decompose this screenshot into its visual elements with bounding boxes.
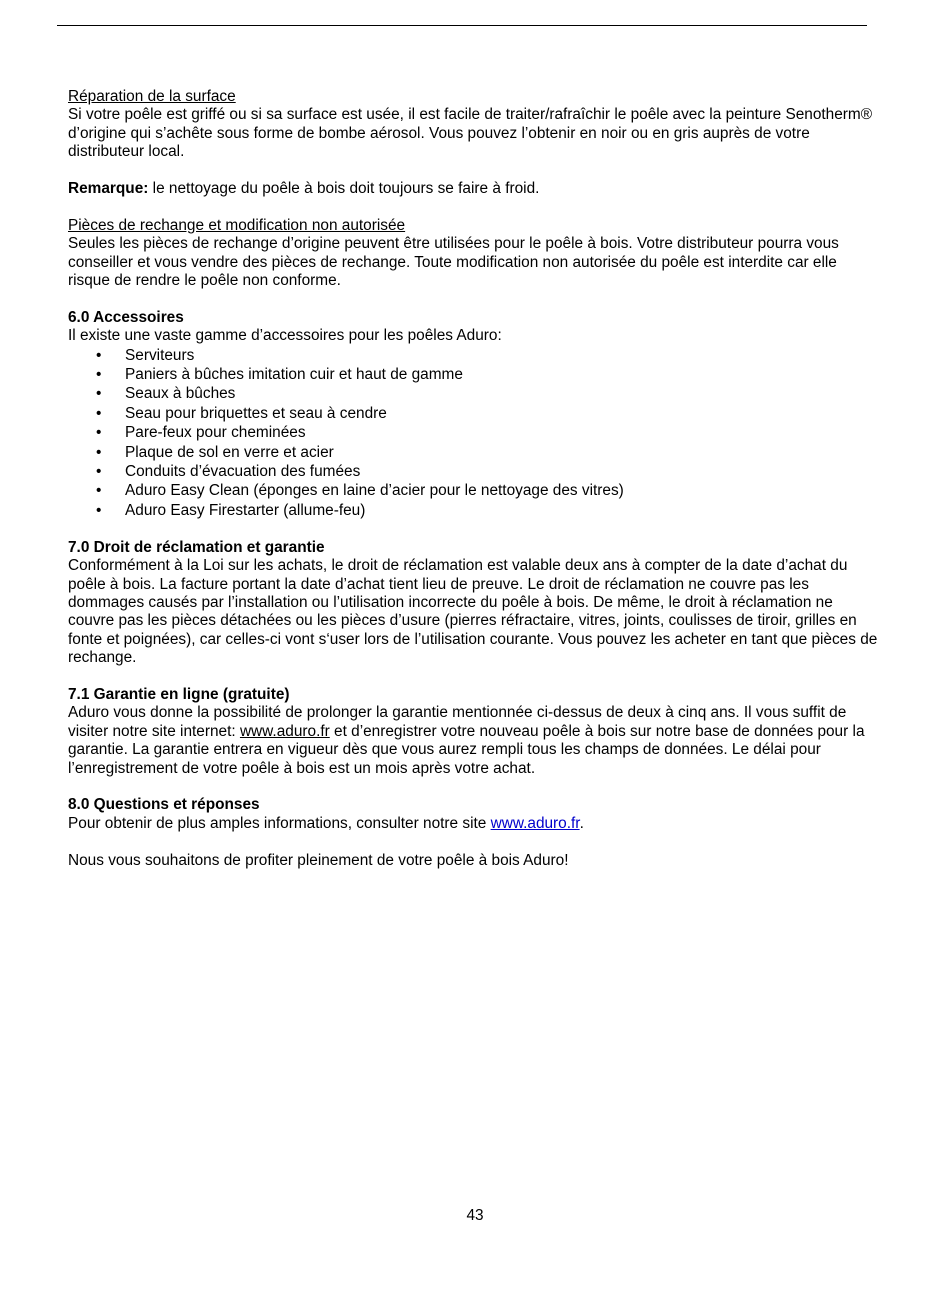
bullet-icon: • bbox=[96, 346, 102, 364]
online-warranty-heading: 7.1 Garantie en ligne (gratuite) bbox=[68, 685, 290, 703]
questions-text: Pour obtenir de plus amples informations, consulter notre site www.aduro.fr. bbox=[68, 814, 584, 832]
warranty-text: Conformément à la Loi sur les achats, le droit de réclamation est valable deux ans à compter de la date d’achat du poêle à bois. La facture portant la date d’achat tient lieu de preuve. Le droit de réclamation ne couvre pas les dommages causés par l’installation ou l’utilisation incorrecte du poêle à bois. De même, le droit à réclamation ne couvre pas les pièces détachées ou les pièces d’usure (pierres réfractaire, vitres, joints, coulisses de tiroir, grilles en fonte et poignées), car celles-ci vont s‘user lors de l’utilisation courante. Vous pouvez les acheter en tant que pièces de rechange. bbox=[68, 557, 878, 667]
page-number: 43 bbox=[466, 1207, 484, 1224]
header-rule bbox=[57, 25, 867, 26]
remark-text: le nettoyage du poêle à bois doit toujours se faire à froid. bbox=[148, 180, 540, 198]
closing-text: Nous vous souhaitons de profiter pleinement de votre poêle à bois Aduro! bbox=[68, 851, 569, 869]
bullet-icon: • bbox=[96, 463, 102, 481]
page-body bbox=[68, 88, 883, 870]
list-item: • Serviteurs bbox=[96, 346, 195, 364]
list-item: • Seau pour briquettes et seau à cendre bbox=[96, 404, 387, 422]
bullet-icon: • bbox=[96, 385, 102, 403]
bullet-icon: • bbox=[96, 404, 102, 422]
list-item: • Aduro Easy Clean (éponges en laine d’acier pour le nettoyage des vitres) bbox=[96, 482, 624, 500]
bullet-icon: • bbox=[96, 424, 102, 442]
accessories-heading: 6.0 Accessoires bbox=[68, 308, 184, 326]
accessories-list bbox=[68, 346, 883, 521]
website-link[interactable]: www.aduro.fr bbox=[490, 814, 580, 832]
accessories-intro: Il existe une vaste gamme d’accessoires pour les poêles Aduro: bbox=[68, 327, 502, 345]
bullet-icon: • bbox=[96, 482, 102, 500]
list-item: • Conduits d’évacuation des fumées bbox=[96, 463, 361, 481]
list-item: • Seaux à bûches bbox=[96, 385, 236, 403]
questions-heading: 8.0 Questions et réponses bbox=[68, 796, 260, 814]
bullet-icon: • bbox=[96, 501, 102, 519]
surface-heading: Réparation de la surface bbox=[68, 88, 236, 105]
spare-parts-text: Seules les pièces de rechange d’origine peuvent être utilisées pour le poêle à bois. Votre distributeur pourra vous conseiller et vous vendre des pièces de rechange. Toute modification non autorisée du poêle est interdite car elle risque de rendre le poêle non conforme. bbox=[68, 235, 839, 290]
website-link[interactable]: www.aduro.fr bbox=[239, 722, 330, 740]
remark-label: Remarque: bbox=[68, 180, 149, 198]
list-item: • Aduro Easy Firestarter (allume-feu) bbox=[96, 501, 366, 519]
spare-parts-heading: Pièces de rechange et modification non autorisée bbox=[68, 216, 406, 234]
bullet-icon: • bbox=[96, 366, 102, 384]
surface-text: Si votre poêle est griffé ou si sa surface est usée, il est facile de traiter/rafraîchir le poêle avec la peinture Senotherm® d’origine qui s’achête sous forme de bombe aérosol. Vous pouvez l’obtenir en noir ou en gris auprès de votre distributeur local. bbox=[68, 106, 873, 161]
list-item: • Pare-feux pour cheminées bbox=[96, 424, 306, 442]
online-warranty-text: Aduro vous donne la possibilité de prolonger la garantie mentionnée ci-dessus de deux à cinq ans. Il vous suffit de visiter notre site internet: www.aduro.fr et d’enregistrer votre nouveau poêle à bois sur notre base de données pour la garantie. La garantie entrera en vigueur dès que vous aurez rempli tous les champs de données. Le délai pour l’enregistrement de votre poêle à bois est un mois après votre achat. bbox=[68, 704, 865, 777]
list-item: • Plaque de sol en verre et acier bbox=[96, 443, 334, 461]
bullet-icon: • bbox=[96, 443, 102, 461]
list-item: • Paniers à bûches imitation cuir et haut de gamme bbox=[96, 366, 463, 384]
remark-paragraph bbox=[68, 180, 883, 198]
warranty-heading: 7.0 Droit de réclamation et garantie bbox=[68, 538, 325, 556]
